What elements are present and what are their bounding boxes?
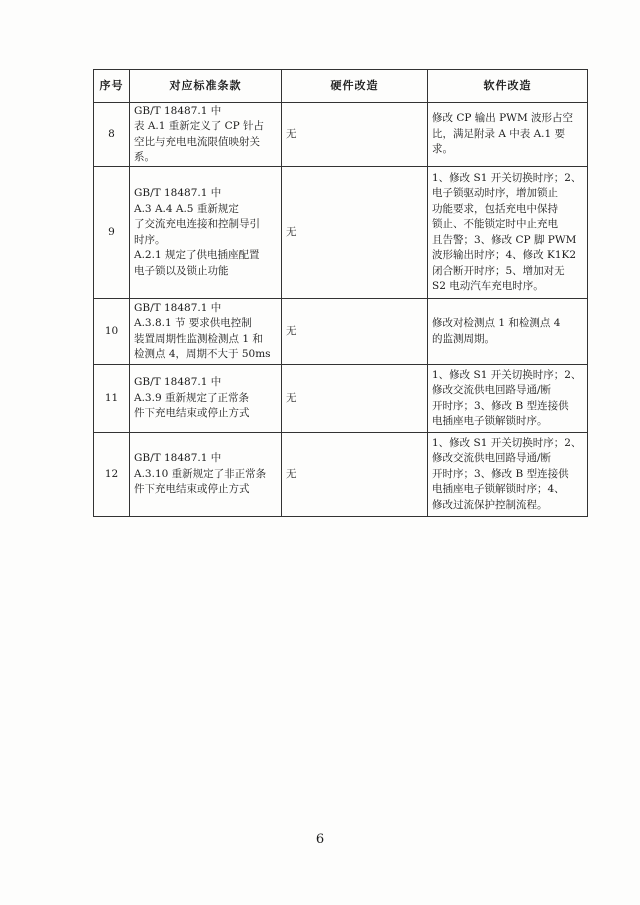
software-line: 修改对检测点 1 和检测点 4 — [432, 317, 561, 329]
clause-line: 件下充电结束或停止方式 — [134, 483, 250, 496]
row-standard-clause — [130, 167, 282, 299]
table-header-row — [94, 70, 588, 103]
header-standard-clause: 对应标准条款 — [130, 70, 282, 103]
clause-line: 空比与充电电流限值映射关 — [134, 135, 260, 148]
standard-modification-table — [93, 69, 588, 517]
row-serial-number: 12 — [94, 433, 130, 517]
header-serial-number: 序号 — [94, 70, 130, 103]
software-line: 的监测周期。 — [432, 332, 495, 345]
row-hardware-change: 无 — [282, 365, 428, 433]
row-software-change — [428, 365, 588, 433]
table-row — [94, 103, 588, 167]
row-software-change — [428, 433, 588, 517]
clause-line: A.2.1 规定了供电插座配置 — [134, 249, 260, 261]
clause-line: 时序。 — [134, 233, 166, 246]
row-standard-clause — [130, 299, 282, 365]
header-software-change: 软件改造 — [428, 70, 588, 103]
row-serial-number: 10 — [94, 299, 130, 365]
software-line: S2 电动汽车充电时序。 — [432, 280, 544, 292]
clause-line: 电子锁以及锁止功能 — [134, 264, 229, 277]
table-body — [94, 103, 588, 517]
page-number: 6 — [315, 832, 325, 847]
software-line: 比，满足附录 A 中表 A.1 要 — [432, 127, 566, 140]
clause-line: GB/T 18487.1 中 — [134, 187, 222, 199]
clause-line: 件下充电结束或停止方式 — [134, 407, 250, 420]
software-line: 1、修改 S1 开关切换时序；2、 — [432, 171, 582, 184]
software-line: 波形输出时序；4、修改 K1K2 — [432, 249, 577, 261]
software-line: 功能要求，包括充电中保持 — [432, 202, 558, 215]
clause-line: 系。 — [134, 151, 155, 163]
software-line: 电插座电子锁解锁时序。 — [432, 415, 548, 427]
row-hardware-change: 无 — [282, 299, 428, 365]
software-line: 锁止、不能锁定时中止充电 — [432, 218, 558, 230]
clause-line: A.3 A.4 A.5 重新规定 — [134, 202, 239, 215]
clause-line: 检测点 4，周期不大于 50ms — [134, 348, 271, 360]
clause-line: A.3.9 重新规定了正常条 — [134, 391, 249, 404]
table-row — [94, 299, 588, 365]
header-hardware-change: 硬件改造 — [282, 70, 428, 103]
table-row — [94, 433, 588, 517]
row-hardware-change: 无 — [282, 433, 428, 517]
row-software-change — [428, 167, 588, 299]
row-hardware-change: 无 — [282, 167, 428, 299]
clause-line: GB/T 18487.1 中 — [134, 376, 222, 389]
software-line: 开时序；3、修改 B 型连接供 — [432, 467, 569, 480]
software-line: 修改交流供电回路导通/断 — [432, 384, 552, 396]
clause-line: A.3.10 重新规定了非正常条 — [134, 467, 267, 480]
row-serial-number: 11 — [94, 365, 130, 433]
clause-line: GB/T 18487.1 中 — [134, 452, 222, 465]
row-serial-number: 9 — [94, 167, 130, 299]
row-software-change — [428, 299, 588, 365]
software-line: 电插座电子锁解锁时序；4、 — [432, 483, 565, 496]
clause-line: 表 A.1 重新定义了 CP 针占 — [134, 120, 265, 132]
software-line: 1、修改 S1 开关切换时序；2、 — [432, 436, 582, 449]
row-serial-number: 8 — [94, 103, 130, 167]
software-line: 且告警；3、修改 CP 脚 PWM — [432, 233, 577, 246]
software-line: 修改 CP 输出 PWM 波形占空 — [432, 112, 574, 125]
row-standard-clause — [130, 365, 282, 433]
row-software-change — [428, 103, 588, 167]
table-row — [94, 365, 588, 433]
clause-line: 了交流充电连接和控制导引 — [134, 218, 260, 230]
software-line: 修改交流供电回路导通/断 — [432, 452, 552, 465]
software-line: 开时序；3、修改 B 型连接供 — [432, 399, 569, 412]
software-line: 求。 — [432, 143, 453, 156]
clause-line: 装置周期性监测检测点 1 和 — [134, 332, 263, 345]
software-line: 修改过流保护控制流程。 — [432, 498, 548, 511]
row-hardware-change: 无 — [282, 103, 428, 167]
software-line: 电子锁驱动时序，增加锁止 — [432, 187, 558, 199]
clause-line: GB/T 18487.1 中 — [134, 104, 222, 117]
row-standard-clause — [130, 433, 282, 517]
software-line: 闭合断开时序；5、增加对无 — [432, 264, 565, 277]
row-standard-clause — [130, 103, 282, 167]
software-line: 1、修改 S1 开关切换时序；2、 — [432, 368, 582, 381]
clause-line: A.3.8.1 节 要求供电控制 — [134, 317, 252, 329]
table-row — [94, 167, 588, 299]
clause-line: GB/T 18487.1 中 — [134, 301, 222, 314]
